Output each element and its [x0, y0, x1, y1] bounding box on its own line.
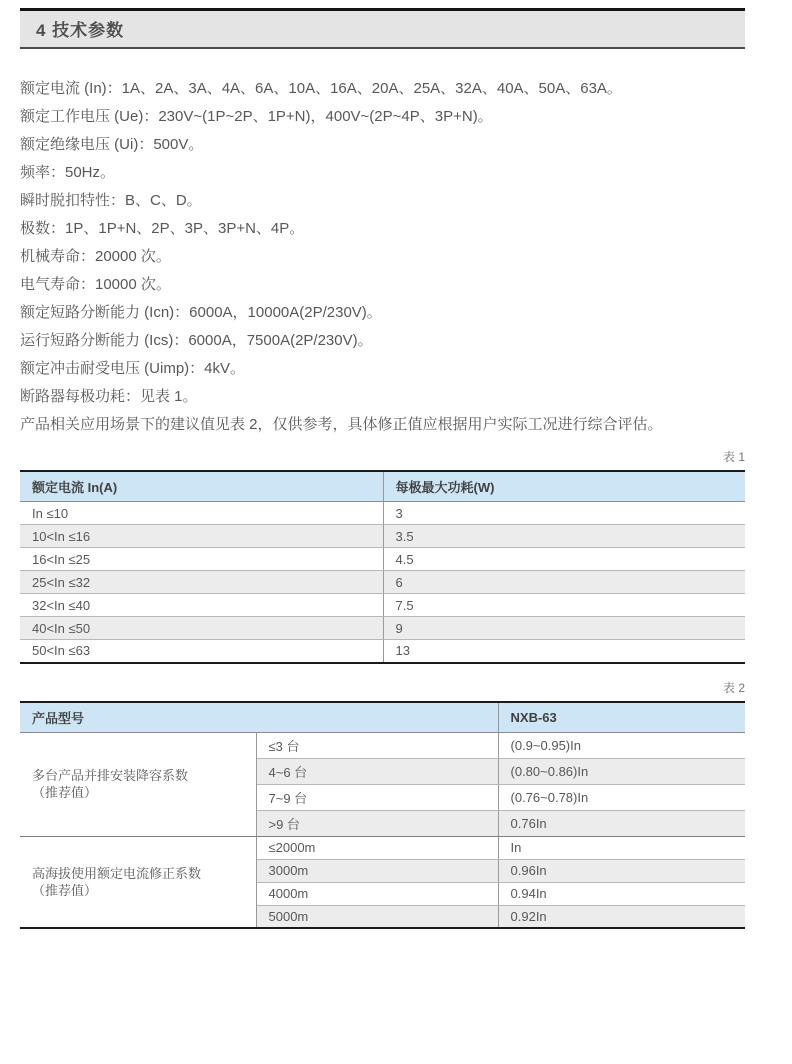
condition-cell: 4~6 台: [256, 758, 498, 784]
power-consumption-table: [20, 470, 745, 664]
group-label-altitude-correction: [20, 836, 256, 928]
table-header-row: [20, 471, 745, 502]
group-label-parallel-derating: [20, 732, 256, 836]
spec-line: 断路器每极功耗：见表 1。: [20, 388, 198, 405]
value-cell: 0.94In: [498, 882, 745, 905]
spec-line: 极数：1P、1P+N、2P、3P、3P+N、4P。: [20, 220, 305, 237]
range-cell: 10<In ≤16: [20, 525, 383, 548]
table-row: [20, 640, 745, 663]
condition-cell: >9 台: [256, 810, 498, 836]
spec-line: 瞬时脱扣特性：B、C、D。: [20, 192, 202, 209]
spec-line: 额定工作电压 (Ue)：230V~(1P~2P、1P+N)，400V~(2P~4P、3P+N)。: [20, 108, 493, 125]
range-cell: 25<In ≤32: [20, 571, 383, 594]
value-cell: 3: [383, 502, 745, 525]
table-row: [20, 836, 745, 859]
column-header-max-power: 每极最大功耗(W): [383, 471, 745, 502]
value-cell: 6: [383, 571, 745, 594]
table-row: [20, 594, 745, 617]
range-cell: 40<In ≤50: [20, 617, 383, 640]
value-cell: In: [498, 836, 745, 859]
spec-list: [20, 75, 745, 439]
spec-line: 电气寿命：10000 次。: [20, 276, 171, 293]
value-cell: (0.80~0.86)In: [498, 758, 745, 784]
value-cell: 9: [383, 617, 745, 640]
condition-cell: 4000m: [256, 882, 498, 905]
condition-cell: ≤2000m: [256, 836, 498, 859]
value-cell: 13: [383, 640, 745, 663]
spec-line: 频率：50Hz。: [20, 164, 116, 181]
value-cell: 7.5: [383, 594, 745, 617]
value-cell: (0.76~0.78)In: [498, 784, 745, 810]
condition-cell: ≤3 台: [256, 732, 498, 758]
value-cell: 0.92In: [498, 905, 745, 928]
column-header-model-value: NXB-63: [498, 702, 745, 733]
range-cell: 16<In ≤25: [20, 548, 383, 571]
table-row: [20, 502, 745, 525]
correction-factor-table: [20, 701, 745, 930]
range-cell: 32<In ≤40: [20, 594, 383, 617]
value-cell: 4.5: [383, 548, 745, 571]
table-row: [20, 732, 745, 758]
column-header-rated-current: 额定电流 In(A): [20, 471, 383, 502]
condition-cell: 5000m: [256, 905, 498, 928]
table-row: [20, 617, 745, 640]
spec-line: 额定电流 (In)：1A、2A、3A、4A、6A、10A、16A、20A、25A、32A、40A、50A、63A。: [20, 80, 622, 97]
condition-cell: 3000m: [256, 859, 498, 882]
section-title: 4 技术参数: [36, 21, 125, 40]
spec-line: 额定绝缘电压 (Ui)：500V。: [20, 136, 204, 153]
group-label-text: 高海拔使用额定电流修正系数: [32, 865, 202, 881]
group-label-note: （推荐值）: [32, 785, 98, 800]
value-cell: 3.5: [383, 525, 745, 548]
page-content: [20, 0, 745, 929]
value-cell: (0.9~0.95)In: [498, 732, 745, 758]
value-cell: 0.76In: [498, 810, 745, 836]
spec-line: 产品相关应用场景下的建议值见表 2，仅供参考，具体修正值应根据用户实际工况进行综合评估。: [20, 416, 663, 433]
spec-line: 额定短路分断能力 (Icn)：6000A，10000A(2P/230V)。: [20, 304, 382, 321]
spec-line: 运行短路分断能力 (Ics)：6000A，7500A(2P/230V)。: [20, 332, 373, 349]
spec-line: 额定冲击耐受电压 (Uimp)：4kV。: [20, 360, 246, 377]
table-header-row: [20, 702, 745, 733]
table1-label: 表 1: [722, 450, 745, 464]
value-cell: 0.96In: [498, 859, 745, 882]
table2-label: 表 2: [722, 680, 745, 695]
table-row: [20, 548, 745, 571]
table-row: [20, 571, 745, 594]
spec-line: 机械寿命：20000 次。: [20, 248, 171, 265]
column-header-product-model: 产品型号: [20, 702, 498, 733]
section-title-bar: [20, 8, 745, 49]
range-cell: In ≤10: [20, 502, 383, 525]
group-label-text: 多台产品并排安装降容系数: [32, 768, 189, 783]
group-label-note: （推荐值）: [32, 882, 98, 898]
condition-cell: 7~9 台: [256, 784, 498, 810]
table-row: [20, 525, 745, 548]
range-cell: 50<In ≤63: [20, 640, 383, 663]
